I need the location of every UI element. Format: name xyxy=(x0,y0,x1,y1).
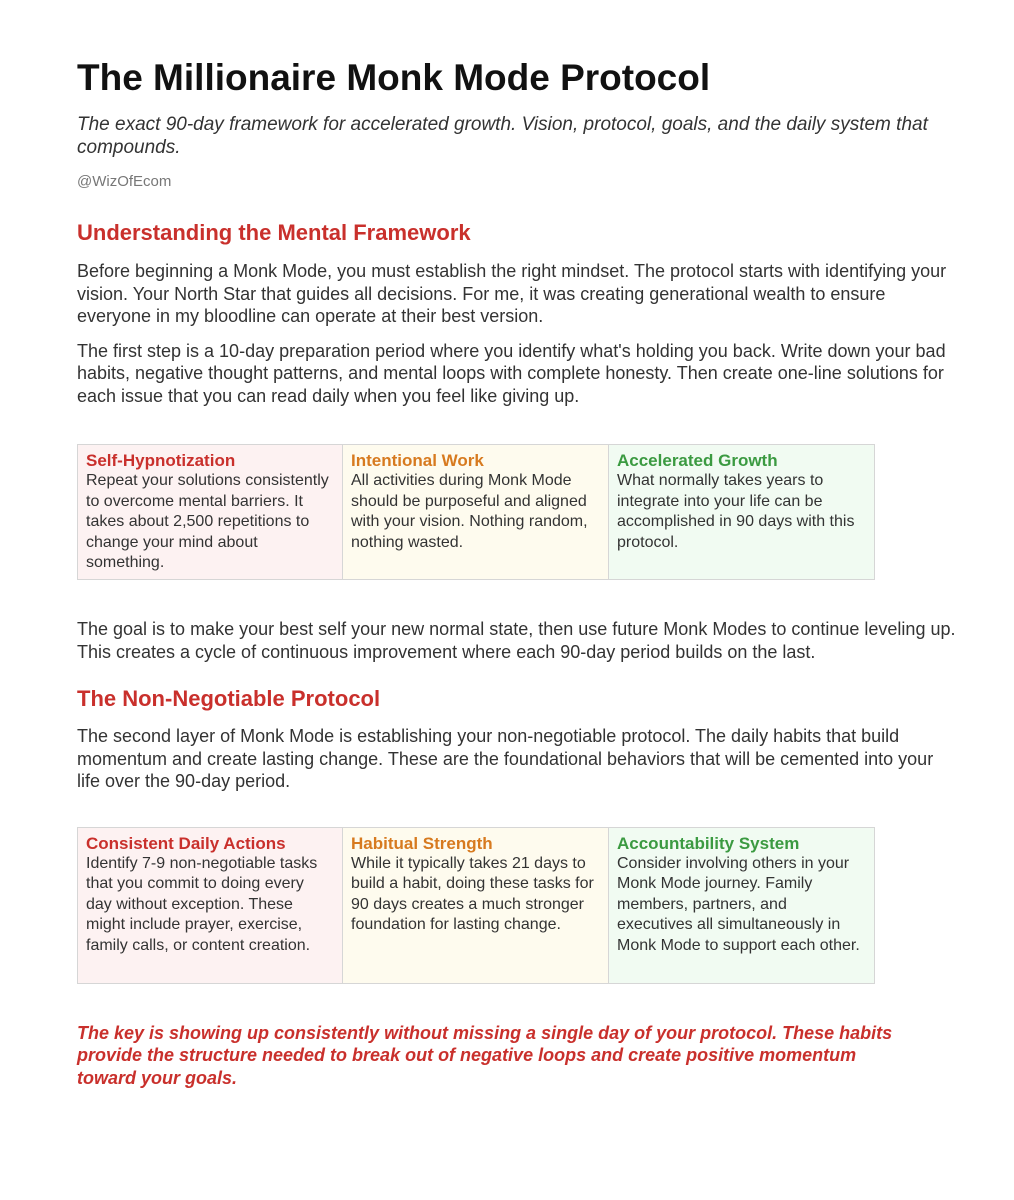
author-handle: @WizOfEcom xyxy=(77,173,172,190)
closing-statement: The key is showing up consistently without missing a single day of your protocol. These habits provide the structure needed to break out of negative loops and create positive momentum toward your goals. xyxy=(77,1022,893,1088)
card-text: While it typically takes 21 days to build a habit, doing these tasks for 90 days creates a much stronger foundation for lasting change. xyxy=(351,854,594,933)
card-accelerated-growth xyxy=(609,444,875,580)
card-text: Repeat your solutions consistently to overcome mental barriers. It takes about 2,500 repetitions to change your mind about something. xyxy=(86,472,329,571)
card-text: What normally takes years to integrate into your life can be accomplished in 90 days with this protocol. xyxy=(617,472,855,551)
card-text: All activities during Monk Mode should be purposeful and aligned with your vision. Nothing random, nothing wasted. xyxy=(351,472,588,551)
card-consistent-daily-actions xyxy=(77,827,343,984)
card-title: Accelerated Growth xyxy=(617,451,778,470)
card-title: Habitual Strength xyxy=(351,833,493,853)
card-text: Identify 7-9 non-negotiable tasks that you commit to doing every day without exception. These might include prayer, exercise, family calls, or content creation. xyxy=(86,854,318,954)
paragraph-goal: The goal is to make your best self your new normal state, then use future Monk Modes to continue leveling up. This creates a cycle of continuous improvement where each 90-day period builds on the last. xyxy=(77,619,956,662)
card-row-mental-framework xyxy=(77,444,875,580)
card-title: Accountability System xyxy=(617,833,800,853)
card-habitual-strength xyxy=(343,827,609,984)
card-title: Self-Hypnotization xyxy=(86,451,236,470)
card-row-protocol xyxy=(77,827,875,984)
section-heading-non-negotiable: The Non-Negotiable Protocol xyxy=(77,686,381,711)
paragraph-protocol: The second layer of Monk Mode is establishing your non-negotiable protocol. The daily habits that build momentum and create lasting change. These are the foundational behaviors that will be cemented into your life over the 90-day period. xyxy=(77,726,934,791)
section-heading-mental-framework: Understanding the Mental Framework xyxy=(77,220,471,245)
page-subtitle: The exact 90-day framework for accelerated growth. Vision, protocol, goals, and the daily system that compounds. xyxy=(77,114,928,158)
card-self-hypnotization xyxy=(77,444,343,580)
page-title: The Millionaire Monk Mode Protocol xyxy=(77,57,711,98)
paragraph-preparation: The first step is a 10-day preparation period where you identify what's holding you back. Write down your bad habits, negative thought patterns, and mental loops with complete honesty. Then create one-line solutions for each issue that you can read daily when you feel like giving up. xyxy=(77,340,946,406)
card-title: Intentional Work xyxy=(351,451,484,470)
card-title: Consistent Daily Actions xyxy=(86,833,286,853)
card-accountability-system xyxy=(609,827,875,984)
paragraph-mindset: Before beginning a Monk Mode, you must establish the right mindset. The protocol starts with identifying your vision. Your North Star that guides all decisions. For me, it was creating generational wealth to ensure everyone in my bloodline can operate at their best version. xyxy=(77,261,947,326)
card-intentional-work xyxy=(343,444,609,580)
card-text: Consider involving others in your Monk Mode journey. Family members, partners, and executives all simultaneously in Monk Mode to support each other. xyxy=(617,854,860,954)
